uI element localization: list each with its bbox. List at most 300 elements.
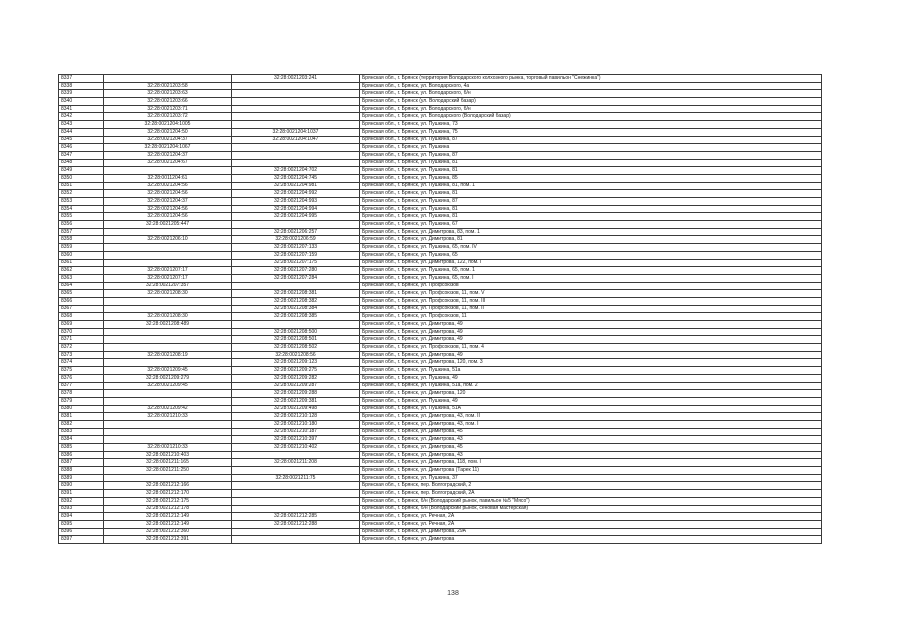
parcel-cadastral-number-cell: 32:28:0021211:165: [104, 459, 232, 467]
object-cadastral-number-cell: [232, 451, 360, 459]
table-row: [59, 75, 822, 83]
address-cell: Брянская обл., г. Брянск, ул. Димитрова, 43, пом. I: [360, 420, 822, 428]
row-number-cell: 8391: [59, 490, 104, 498]
object-cadastral-number-cell: [232, 98, 360, 106]
table-row: [59, 282, 822, 290]
object-cadastral-number-cell: 32:28:0021208:382: [232, 297, 360, 305]
row-number-cell: 8361: [59, 259, 104, 267]
table-row: [59, 151, 822, 159]
row-number-cell: 8367: [59, 305, 104, 313]
address-cell: Брянская обл., г. Брянск, ул. Димитрова, 120: [360, 390, 822, 398]
address-cell: Брянская обл., г. Брянск, ул. Димитрова, 43: [360, 436, 822, 444]
object-cadastral-number-cell: 32:28:0021210:128: [232, 413, 360, 421]
table-row: [59, 344, 822, 352]
row-number-cell: 8396: [59, 528, 104, 536]
address-cell: Брянская обл., г. Брянск, б/н (Володарский рынок, павильон №5 "Мясо"): [360, 497, 822, 505]
row-number-cell: 8386: [59, 451, 104, 459]
address-cell: Брянская обл., г. Брянск, ул. Пушкина, 81, пом. 1: [360, 182, 822, 190]
table-row: [59, 159, 822, 167]
object-cadastral-number-cell: 32:28:0021212:288: [232, 520, 360, 528]
address-cell: Брянская обл., г. Брянск, ул. Пушкина, 81: [360, 213, 822, 221]
table-row: [59, 497, 822, 505]
table-row: [59, 436, 822, 444]
table-row: [59, 228, 822, 236]
table-row: [59, 174, 822, 182]
address-cell: Брянская обл., г. Брянск (ул. Володарский базар): [360, 98, 822, 106]
address-cell: Брянская обл., г. Брянск, ул. Пушкина, 87: [360, 151, 822, 159]
object-cadastral-number-cell: 32:28:0021209:123: [232, 359, 360, 367]
address-cell: Брянская обл., г. Брянск, ул. Димитрова, 81: [360, 236, 822, 244]
table-row: [59, 528, 822, 536]
parcel-cadastral-number-cell: [104, 244, 232, 252]
table-row: [59, 82, 822, 90]
parcel-cadastral-number-cell: [104, 259, 232, 267]
row-number-cell: 8369: [59, 321, 104, 329]
object-cadastral-number-cell: 32:28:0021207:159: [232, 251, 360, 259]
row-number-cell: 8381: [59, 413, 104, 421]
row-number-cell: 8397: [59, 536, 104, 544]
address-cell: Брянская обл., г. Брянск, ул. Пушкина, 65, пом. 1: [360, 267, 822, 275]
table-row: [59, 90, 822, 98]
object-cadastral-number-cell: 32:28:0021204:1047: [232, 136, 360, 144]
row-number-cell: 8356: [59, 221, 104, 229]
table-row: [59, 451, 822, 459]
table-row: [59, 420, 822, 428]
object-cadastral-number-cell: 32:28:0021210:187: [232, 428, 360, 436]
page-number: 138: [447, 590, 459, 597]
address-cell: Брянская обл., г. Брянск, пер. Волгоградский, 2А: [360, 490, 822, 498]
row-number-cell: 8375: [59, 367, 104, 375]
address-cell: Брянская обл., г. Брянск, ул. Пушкина, 87: [360, 136, 822, 144]
address-cell: Брянская обл., г. Брянск, ул. Димитрова, 120, пом. 3: [360, 359, 822, 367]
object-cadastral-number-cell: [232, 105, 360, 113]
parcel-cadastral-number-cell: [104, 228, 232, 236]
address-cell: Брянская обл., г. Брянск, ул. Пушкина, 49: [360, 397, 822, 405]
parcel-cadastral-number-cell: 32:28:0021208:489: [104, 321, 232, 329]
parcel-cadastral-number-cell: [104, 428, 232, 436]
object-cadastral-number-cell: [232, 482, 360, 490]
parcel-cadastral-number-cell: [104, 251, 232, 259]
address-cell: Брянская обл., г. Брянск, ул. Димитрова, 49: [360, 328, 822, 336]
object-cadastral-number-cell: 32:28:0021208:502: [232, 344, 360, 352]
address-cell: Брянская обл., г. Брянск, ул. Димитрова, 122, пом. I: [360, 259, 822, 267]
object-cadastral-number-cell: [232, 159, 360, 167]
table-row: [59, 336, 822, 344]
address-cell: Брянская обл., г. Брянск, ул. Пушкина, 37: [360, 474, 822, 482]
parcel-cadastral-number-cell: [104, 474, 232, 482]
row-number-cell: 8365: [59, 290, 104, 298]
object-cadastral-number-cell: 32:28:0021204:702: [232, 167, 360, 175]
row-number-cell: 8384: [59, 436, 104, 444]
table-row: [59, 128, 822, 136]
object-cadastral-number-cell: 32:28:0021212:285: [232, 513, 360, 521]
table-row: [59, 490, 822, 498]
table-row: [59, 121, 822, 129]
row-number-cell: 8359: [59, 244, 104, 252]
object-cadastral-number-cell: [232, 121, 360, 129]
table-row: [59, 467, 822, 475]
parcel-cadastral-number-cell: [104, 390, 232, 398]
row-number-cell: 8339: [59, 90, 104, 98]
parcel-cadastral-number-cell: 32:28:0021212:149: [104, 520, 232, 528]
parcel-cadastral-number-cell: 32:28:0021209:42: [104, 405, 232, 413]
parcel-cadastral-number-cell: 32:28:0021208:30: [104, 290, 232, 298]
object-cadastral-number-cell: 32:28:0021209:288: [232, 390, 360, 398]
address-cell: Брянская обл., г. Брянск, пер. Волгоградский, 2: [360, 482, 822, 490]
address-cell: Брянская обл., г. Брянск, ул. Володарского, 4а: [360, 82, 822, 90]
address-cell: Брянская обл., г. Брянск, ул. Володарского (Володарский базар): [360, 113, 822, 121]
address-cell: Брянская обл., г. Брянск, ул. Димитрова, 49: [360, 351, 822, 359]
object-cadastral-number-cell: [232, 90, 360, 98]
table-row: [59, 351, 822, 359]
table-row: [59, 274, 822, 282]
address-cell: Брянская обл., г. Брянск, ул. Профсоюзов, 11, пом. V: [360, 290, 822, 298]
table-row: [59, 390, 822, 398]
address-cell: Брянская обл., г. Брянск, ул. Пушкина, 65: [360, 251, 822, 259]
row-number-cell: 8337: [59, 75, 104, 83]
table-row: [59, 259, 822, 267]
address-cell: Брянская обл., г. Брянск, ул. Речная, 2А: [360, 513, 822, 521]
address-cell: Брянская обл., г. Брянск, ул. Пушкина, 75: [360, 128, 822, 136]
parcel-cadastral-number-cell: 32:28:0021208:19: [104, 351, 232, 359]
row-number-cell: 8348: [59, 159, 104, 167]
table-row: [59, 313, 822, 321]
address-cell: Брянская обл., г. Брянск, ул. Пушкина, 81: [360, 190, 822, 198]
row-number-cell: 8362: [59, 267, 104, 275]
object-cadastral-number-cell: 32:28:0021208:500: [232, 328, 360, 336]
row-number-cell: 8354: [59, 205, 104, 213]
address-cell: Брянская обл., г. Брянск, ул. Димитрова, 118, пом. I: [360, 459, 822, 467]
address-cell: Брянская обл., г. Брянск, ул. Пушкина, 51а, пом. 2: [360, 382, 822, 390]
object-cadastral-number-cell: 32:28:0021204:1037: [232, 128, 360, 136]
row-number-cell: 8382: [59, 420, 104, 428]
row-number-cell: 8378: [59, 390, 104, 398]
object-cadastral-number-cell: 32:28:0021204:993: [232, 198, 360, 206]
object-cadastral-number-cell: 32:28:0021207:280: [232, 267, 360, 275]
address-cell: Брянская обл., г. Брянск, ул. Пушкина, 51А: [360, 405, 822, 413]
object-cadastral-number-cell: 32:28:0021210:180: [232, 420, 360, 428]
table-row: [59, 144, 822, 152]
table-row: [59, 198, 822, 206]
table-row: [59, 251, 822, 259]
address-cell: Брянская обл., г. Брянск, ул. Пушкина, 81: [360, 205, 822, 213]
table-row: [59, 374, 822, 382]
parcel-cadastral-number-cell: 32:28:0021211:250: [104, 467, 232, 475]
parcel-cadastral-number-cell: [104, 397, 232, 405]
parcel-cadastral-number-cell: [104, 436, 232, 444]
parcel-cadastral-number-cell: 32:28:0021203:66: [104, 98, 232, 106]
object-cadastral-number-cell: [232, 490, 360, 498]
row-number-cell: 8338: [59, 82, 104, 90]
address-cell: Брянская обл., г. Брянск, ул. Димитрова, 29А: [360, 528, 822, 536]
parcel-cadastral-number-cell: 32:28:0021206:10: [104, 236, 232, 244]
parcel-cadastral-number-cell: 32:28:0021204:37: [104, 151, 232, 159]
table-row: [59, 182, 822, 190]
object-cadastral-number-cell: 32:28:0021209:498: [232, 405, 360, 413]
row-number-cell: 8379: [59, 397, 104, 405]
parcel-cadastral-number-cell: 32:28:0021212:166: [104, 482, 232, 490]
table-row: [59, 205, 822, 213]
row-number-cell: 8357: [59, 228, 104, 236]
address-cell: Брянская обл., г. Брянск, ул. Димитрова, 83, пом. 1: [360, 228, 822, 236]
address-cell: Брянская обл., г. Брянск, ул. Димитрова, 49: [360, 321, 822, 329]
table-row: [59, 482, 822, 490]
address-cell: Брянская обл., г. Брянск, ул. Димитрова, 49: [360, 336, 822, 344]
address-cell: Брянская обл., г. Брянск, ул. Димитрова, 43, пом. II: [360, 413, 822, 421]
table-row: [59, 382, 822, 390]
object-cadastral-number-cell: [232, 221, 360, 229]
table-row: [59, 221, 822, 229]
parcel-cadastral-number-cell: 32:28:0021207:17: [104, 267, 232, 275]
parcel-cadastral-number-cell: 32:28:0021208:30: [104, 313, 232, 321]
table-row: [59, 397, 822, 405]
address-cell: Брянская обл., г. Брянск, ул. Пушкина, 81: [360, 167, 822, 175]
parcel-cadastral-number-cell: [104, 420, 232, 428]
address-cell: Брянская обл., г. Брянск, ул. Профсоюзов: [360, 282, 822, 290]
address-cell: Брянская обл., г. Брянск, б/н (Володарский рынок, сеновая мастерская): [360, 505, 822, 513]
row-number-cell: 8355: [59, 213, 104, 221]
address-cell: Брянская обл., г. Брянск, ул. Профсоюзов, 11, пом. III: [360, 297, 822, 305]
table-row: [59, 213, 822, 221]
parcel-cadastral-number-cell: 32:28:0021212:175: [104, 497, 232, 505]
object-cadastral-number-cell: 32:28:0021209:275: [232, 367, 360, 375]
address-cell: Брянская обл., г. Брянск, ул. Пушкина, 73: [360, 121, 822, 129]
address-cell: Брянская обл., г. Брянск, ул. Пушкина, 67: [360, 221, 822, 229]
row-number-cell: 8360: [59, 251, 104, 259]
object-cadastral-number-cell: 32:28:0021209:287: [232, 382, 360, 390]
row-number-cell: 8371: [59, 336, 104, 344]
parcel-cadastral-number-cell: 32:28:0021212:170: [104, 490, 232, 498]
parcel-cadastral-number-cell: 32:28:0021203:72: [104, 113, 232, 121]
table-row: [59, 297, 822, 305]
address-cell: Брянская обл., г. Брянск, ул. Димитрова, 45: [360, 428, 822, 436]
object-cadastral-number-cell: 32:28:0021207:175: [232, 259, 360, 267]
parcel-cadastral-number-cell: 32:28:0021204:56: [104, 190, 232, 198]
object-cadastral-number-cell: 32:28:0021203:241: [232, 75, 360, 83]
address-cell: Брянская обл., г. Брянск, ул. Володарского, б/н: [360, 105, 822, 113]
parcel-cadastral-number-cell: [104, 167, 232, 175]
object-cadastral-number-cell: 32:28:0021208:501: [232, 336, 360, 344]
object-cadastral-number-cell: 32:28:0021206:59: [232, 236, 360, 244]
object-cadastral-number-cell: 32:28:0021204:745: [232, 174, 360, 182]
table-row: [59, 328, 822, 336]
address-cell: Брянская обл., г. Брянск, ул. Профсоюзов, 11, пом. II: [360, 305, 822, 313]
object-cadastral-number-cell: [232, 536, 360, 544]
table-row: [59, 290, 822, 298]
object-cadastral-number-cell: [232, 282, 360, 290]
table-row: [59, 474, 822, 482]
object-cadastral-number-cell: 32:28:0021208:385: [232, 313, 360, 321]
table-row: [59, 367, 822, 375]
object-cadastral-number-cell: [232, 151, 360, 159]
row-number-cell: 8388: [59, 467, 104, 475]
parcel-cadastral-number-cell: 32:28:0021207:17: [104, 274, 232, 282]
object-cadastral-number-cell: 32:28:0021210:397: [232, 436, 360, 444]
parcel-cadastral-number-cell: 32:28:0021209:45: [104, 367, 232, 375]
row-number-cell: 8377: [59, 382, 104, 390]
row-number-cell: 8350: [59, 174, 104, 182]
address-cell: Брянская обл., г. Брянск, ул. Пушкина: [360, 144, 822, 152]
object-cadastral-number-cell: 32:28:0021204:981: [232, 182, 360, 190]
row-number-cell: 8383: [59, 428, 104, 436]
row-number-cell: 8344: [59, 128, 104, 136]
address-cell: Брянская обл., г. Брянск, ул. Профсоюзов, 11: [360, 313, 822, 321]
row-number-cell: 8341: [59, 105, 104, 113]
address-cell: Брянская обл., г. Брянск, ул. Профсоюзов, 11, пом. 4: [360, 344, 822, 352]
object-cadastral-number-cell: [232, 528, 360, 536]
parcel-cadastral-number-cell: 32:28:0021205:447: [104, 221, 232, 229]
parcel-cadastral-number-cell: 32:28:0021203:71: [104, 105, 232, 113]
row-number-cell: 8363: [59, 274, 104, 282]
address-cell: Брянская обл., г. Брянск, ул. Димитрова (Тарек 11): [360, 467, 822, 475]
row-number-cell: 8389: [59, 474, 104, 482]
row-number-cell: 8376: [59, 374, 104, 382]
object-cadastral-number-cell: 32:28:0021208:381: [232, 290, 360, 298]
row-number-cell: 8364: [59, 282, 104, 290]
table-row: [59, 413, 822, 421]
parcel-cadastral-number-cell: 32:28:0021210:403: [104, 451, 232, 459]
parcel-cadastral-number-cell: 32:28:0011204:61: [104, 174, 232, 182]
row-number-cell: 8347: [59, 151, 104, 159]
parcel-cadastral-number-cell: [104, 297, 232, 305]
row-number-cell: 8393: [59, 505, 104, 513]
parcel-cadastral-number-cell: 32:28:0021204:1067: [104, 144, 232, 152]
object-cadastral-number-cell: [232, 113, 360, 121]
parcel-cadastral-number-cell: 32:28:0021209:45: [104, 382, 232, 390]
address-cell: Брянская обл., г. Брянск, ул. Пушкина, 49: [360, 374, 822, 382]
cadastral-register-table: [58, 74, 822, 544]
object-cadastral-number-cell: [232, 505, 360, 513]
row-number-cell: 8343: [59, 121, 104, 129]
parcel-cadastral-number-cell: 32:28:0021212:360: [104, 528, 232, 536]
parcel-cadastral-number-cell: [104, 359, 232, 367]
parcel-cadastral-number-cell: [104, 75, 232, 83]
row-number-cell: 8380: [59, 405, 104, 413]
object-cadastral-number-cell: 32:28:0021204:992: [232, 190, 360, 198]
table-row: [59, 244, 822, 252]
parcel-cadastral-number-cell: 32:28:0021210:33: [104, 444, 232, 452]
address-cell: Брянская обл., г. Брянск, ул. Пушкина, 51а: [360, 367, 822, 375]
parcel-cadastral-number-cell: 32:28:0021204:50: [104, 128, 232, 136]
table-row: [59, 98, 822, 106]
row-number-cell: 8346: [59, 144, 104, 152]
parcel-cadastral-number-cell: 32:28:0021204:56: [104, 213, 232, 221]
table-row: [59, 444, 822, 452]
row-number-cell: 8353: [59, 198, 104, 206]
object-cadastral-number-cell: [232, 321, 360, 329]
table-row: [59, 236, 822, 244]
parcel-cadastral-number-cell: 32:28:0021204:56: [104, 182, 232, 190]
parcel-cadastral-number-cell: 32:28:0021212:149: [104, 513, 232, 521]
object-cadastral-number-cell: [232, 144, 360, 152]
address-cell: Брянская обл., г. Брянск, ул. Речная, 2А: [360, 520, 822, 528]
object-cadastral-number-cell: 32:28:0021207:284: [232, 274, 360, 282]
parcel-cadastral-number-cell: 32:28:0021210:33: [104, 413, 232, 421]
address-cell: Брянская обл., г. Брянск (территория Володарского колхозного рынка, торговый павильон "Снежинка"): [360, 75, 822, 83]
address-cell: Брянская обл., г. Брянск, ул. Пушкина, 81: [360, 159, 822, 167]
object-cadastral-number-cell: [232, 497, 360, 505]
table-row: [59, 190, 822, 198]
address-cell: Брянская обл., г. Брянск, ул. Димитрова: [360, 536, 822, 544]
row-number-cell: 8385: [59, 444, 104, 452]
parcel-cadastral-number-cell: 32:28:0021204:37: [104, 136, 232, 144]
row-number-cell: 8392: [59, 497, 104, 505]
object-cadastral-number-cell: 32:28:0021209:282: [232, 374, 360, 382]
parcel-cadastral-number-cell: 32:28:0021204:56: [104, 205, 232, 213]
address-cell: Брянская обл., г. Брянск, ул. Пушкина, 65, пом. IV: [360, 244, 822, 252]
parcel-cadastral-number-cell: 32:28:0021203:58: [104, 82, 232, 90]
object-cadastral-number-cell: 32:28:0021208:56: [232, 351, 360, 359]
row-number-cell: 8390: [59, 482, 104, 490]
parcel-cadastral-number-cell: 32:28:0021204:37: [104, 198, 232, 206]
object-cadastral-number-cell: [232, 467, 360, 475]
table-row: [59, 428, 822, 436]
object-cadastral-number-cell: 32:28:0021206:257: [232, 228, 360, 236]
table-row: [59, 321, 822, 329]
parcel-cadastral-number-cell: 32:28:0021207:357: [104, 282, 232, 290]
table-row: [59, 305, 822, 313]
parcel-cadastral-number-cell: 32:28:0021204:1005: [104, 121, 232, 129]
object-cadastral-number-cell: 32:28:0021208:384: [232, 305, 360, 313]
row-number-cell: 8368: [59, 313, 104, 321]
row-number-cell: 8370: [59, 328, 104, 336]
table-body: [59, 75, 822, 544]
parcel-cadastral-number-cell: 32:28:0021212:178: [104, 505, 232, 513]
object-cadastral-number-cell: 32:28:0021210:402: [232, 444, 360, 452]
object-cadastral-number-cell: 32:28:0021204:995: [232, 213, 360, 221]
table-row: [59, 105, 822, 113]
address-cell: Брянская обл., г. Брянск, ул. Димитрова, 45: [360, 444, 822, 452]
object-cadastral-number-cell: 32:28:0021204:994: [232, 205, 360, 213]
object-cadastral-number-cell: 32:28:0021207:133: [232, 244, 360, 252]
row-number-cell: 8395: [59, 520, 104, 528]
parcel-cadastral-number-cell: 32:28:0021212:391: [104, 536, 232, 544]
object-cadastral-number-cell: 32:28:0021209:381: [232, 397, 360, 405]
parcel-cadastral-number-cell: 32:28:0021203:63: [104, 90, 232, 98]
table-row: [59, 405, 822, 413]
row-number-cell: 8349: [59, 167, 104, 175]
row-number-cell: 8358: [59, 236, 104, 244]
address-cell: Брянская обл., г. Брянск, ул. Пушкина, 85: [360, 174, 822, 182]
table-row: [59, 359, 822, 367]
table-row: [59, 167, 822, 175]
row-number-cell: 8387: [59, 459, 104, 467]
object-cadastral-number-cell: 32:28:0021211:75: [232, 474, 360, 482]
table-row: [59, 505, 822, 513]
address-cell: Брянская обл., г. Брянск, ул. Пушкина, 87: [360, 198, 822, 206]
row-number-cell: 8345: [59, 136, 104, 144]
table-row: [59, 536, 822, 544]
table-row: [59, 459, 822, 467]
address-cell: Брянская обл., г. Брянск, ул. Пушкина, 65, пом. I: [360, 274, 822, 282]
table-row: [59, 113, 822, 121]
parcel-cadastral-number-cell: [104, 328, 232, 336]
parcel-cadastral-number-cell: [104, 336, 232, 344]
table-row: [59, 136, 822, 144]
row-number-cell: 8373: [59, 351, 104, 359]
table-row: [59, 267, 822, 275]
address-cell: Брянская обл., г. Брянск, ул. Володарского, б/н: [360, 90, 822, 98]
row-number-cell: 8342: [59, 113, 104, 121]
parcel-cadastral-number-cell: 32:28:0021204:67: [104, 159, 232, 167]
object-cadastral-number-cell: 32:28:0021211:208: [232, 459, 360, 467]
object-cadastral-number-cell: [232, 82, 360, 90]
row-number-cell: 8374: [59, 359, 104, 367]
table-row: [59, 513, 822, 521]
address-cell: Брянская обл., г. Брянск, ул. Димитрова, 43: [360, 451, 822, 459]
row-number-cell: 8394: [59, 513, 104, 521]
parcel-cadastral-number-cell: [104, 305, 232, 313]
